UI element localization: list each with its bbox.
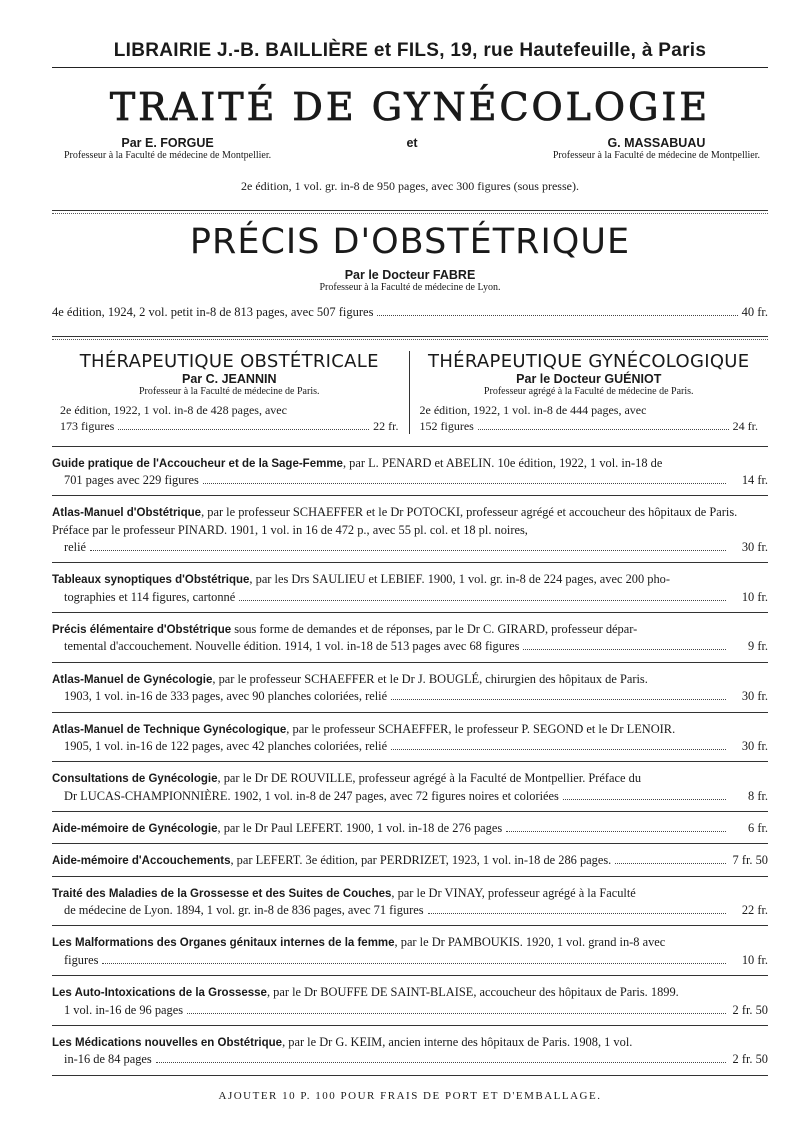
section-divider [52, 210, 768, 211]
edition-text: 2e édition, 1922, 1 vol. in-8 de 428 pages, avec [60, 403, 287, 417]
price: 6 fr. [748, 820, 768, 835]
author-name: Par E. FORGUE [121, 136, 214, 150]
book-entry [52, 877, 768, 927]
entry-title: Consultations de Gynécologie [52, 773, 218, 786]
dot-leader [239, 600, 726, 601]
left-column [52, 351, 410, 434]
entry-description: de médecine de Lyon. 1894, 1 vol. gr. in-8 de 836 pages, avec 71 figures [64, 903, 424, 918]
entry-last-line [52, 852, 768, 869]
book-entry [52, 926, 768, 976]
book-entry [52, 844, 768, 876]
edition-last-line [60, 419, 399, 434]
dot-leader [391, 699, 726, 700]
book-entry [52, 1026, 768, 1076]
entry-description: 701 pages avec 229 figures [64, 472, 199, 487]
entry-last-line [52, 539, 768, 556]
book-entry [52, 613, 768, 663]
price: 30 fr. [741, 738, 768, 753]
entry-body [52, 934, 768, 951]
dot-leader [523, 649, 726, 650]
author-name: Par C. JEANNIN [182, 372, 277, 386]
price: 10 fr. [741, 589, 768, 604]
entry-description: , par le professeur SCHAEFFER et le Dr J. BOUGLÉ, chirurgien des hôpitaux de Paris. [212, 671, 648, 686]
edition-text: 2e édition, 1922, 1 vol. in-8 de 444 pages, avec [419, 403, 647, 417]
entry-body [52, 984, 768, 1001]
entry-last-line [52, 688, 768, 705]
publisher-header: LIBRAIRIE J.-B. BAILLIÈRE et FILS, 19, rue Hautefeuille, à Paris [113, 40, 707, 61]
edition-text: 152 figures [419, 418, 474, 433]
column-title: THÉRAPEUTIQUE OBSTÉTRICALE [79, 351, 379, 372]
price: 2 fr. 50 [732, 1052, 768, 1067]
author-name: G. MASSABUAU [607, 136, 706, 150]
entry-description: , par le professeur SCHAEFFER et le Dr POTOCKI, professeur agrégé et accoucheur des hôpitaux de Paris. Préface par le professeur PINARD. 1901, 1 vol. in 16 de 472 p., avec 55 pl. col. et 18 pl. noires, [52, 505, 738, 537]
entry-title: Aide-mémoire d'Accouchements [52, 855, 231, 868]
entry-title: Aide-mémoire de Gynécologie [52, 822, 218, 835]
entry-description: 1903, 1 vol. in-16 de 333 pages, avec 90 planches coloriées, relié [64, 689, 388, 704]
entry-body [52, 621, 768, 638]
book-entry [52, 713, 768, 763]
entry-body [52, 885, 768, 902]
entry-body [52, 571, 768, 588]
price: 2 fr. 50 [732, 1002, 768, 1017]
dot-leader [478, 429, 729, 430]
right-column [410, 351, 769, 434]
dot-leader [118, 429, 369, 430]
price: 22 fr. [373, 418, 399, 433]
shipping-note: AJOUTER 10 P. 100 POUR FRAIS DE PORT ET D'EMBALLAGE. [218, 1089, 602, 1102]
header-rule [52, 67, 768, 68]
traite-authors [52, 136, 768, 161]
dot-leader [506, 831, 726, 832]
entry-title: Les Médications nouvelles en Obstétrique [52, 1036, 283, 1049]
author-affiliation: Professeur à la Faculté de médecine de Montpellier. [552, 150, 760, 161]
dot-leader [391, 749, 726, 750]
author-affiliation: Professeur à la Faculté de médecine de Paris. [139, 386, 320, 397]
dot-leader [428, 913, 726, 914]
entry-description: 1905, 1 vol. in-16 de 122 pages, avec 42 planches coloriées, relié [64, 738, 388, 753]
entry-description: , par le Dr BOUFFE DE SAINT-BLAISE, accoucheur des hôpitaux de Paris. 1899. [266, 985, 679, 1000]
dot-leader [90, 550, 726, 551]
book-entry [52, 496, 768, 563]
book-entry [52, 447, 768, 497]
entry-title: Précis élémentaire d'Obstétrique [52, 624, 232, 637]
entry-last-line [52, 952, 768, 969]
entry-description: , par le Dr Paul LEFERT. 1900, 1 vol. in-18 de 276 pages [217, 820, 503, 835]
dot-leader [102, 963, 726, 964]
precis-title: PRÉCIS D'OBSTÉTRIQUE [189, 222, 631, 262]
price: 7 fr. 50 [732, 853, 768, 868]
entry-body [52, 671, 768, 688]
dot-leader [615, 863, 726, 864]
price: 30 fr. [741, 540, 768, 555]
price: 10 fr. [741, 952, 768, 967]
book-entry [52, 762, 768, 812]
precis-edition-line [52, 305, 768, 320]
author-affiliation: Professeur agrégé à la Faculté de médecine de Paris. [483, 386, 694, 397]
precis-author-block [52, 268, 768, 293]
column-title: THÉRAPEUTIQUE GYNÉCOLOGIQUE [428, 351, 750, 372]
entry-description: , par le professeur SCHAEFFER, le professeur P. SEGOND et le Dr LENOIR. [286, 721, 676, 736]
author-massabuau [553, 136, 760, 161]
entry-title: Atlas-Manuel de Gynécologie [52, 673, 213, 686]
book-entry [52, 563, 768, 613]
entry-description: relié [64, 540, 87, 555]
entry-description: , par L. PENARD et ABELIN. 10e édition, 1922, 1 vol. in-18 de [342, 455, 663, 470]
entry-title: Traité des Maladies de la Grossesse et des Suites de Couches [52, 887, 392, 900]
entry-description: tographies et 114 figures, cartonné [64, 589, 236, 604]
author-name: Par le Docteur FABRE [344, 268, 476, 282]
book-entry [52, 976, 768, 1026]
price: 9 fr. [748, 639, 768, 654]
edition-text: 173 figures [60, 418, 115, 433]
book-entry [52, 663, 768, 713]
entry-body [52, 504, 768, 539]
traite-title: TRAITÉ DE GYNÉCOLOGIE [109, 85, 711, 129]
entry-last-line [52, 788, 768, 805]
entry-description: , par le Dr PAMBOUKIS. 1920, 1 vol. grand in-8 avec [394, 935, 666, 950]
entry-description: , par LEFERT. 3e édition, par PERDRIZET, 1923, 1 vol. in-18 de 286 pages. [230, 853, 612, 868]
entry-description: sous forme de demandes et de réponses, par le Dr C. GIRARD, professeur dépar- [231, 622, 638, 637]
author-affiliation: Professeur à la Faculté de médecine de Lyon. [319, 282, 501, 293]
entry-body [52, 455, 768, 472]
entry-description: , par le Dr G. KEIM, ancien interne des hôpitaux de Paris. 1908, 1 vol. [282, 1034, 633, 1049]
traite-edition: 2e édition, 1 vol. gr. in-8 de 950 pages, avec 300 figures (sous presse). [241, 179, 579, 193]
price: 14 fr. [741, 472, 768, 487]
entry-description: temental d'accouchement. Nouvelle édition. 1914, 1 vol. in-18 de 513 pages avec 68 figures [64, 639, 520, 654]
entry-title: Les Auto-Intoxications de la Grossesse [52, 987, 267, 1000]
entry-last-line [52, 589, 768, 606]
dot-leader [377, 315, 737, 316]
price: 22 fr. [741, 903, 768, 918]
entry-title: Guide pratique de l'Accoucheur et de la Sage-Femme [52, 457, 343, 470]
entry-description: , par le Dr VINAY, professeur agrégé à la Faculté [391, 885, 636, 900]
entry-title: Les Malformations des Organes génitaux internes de la femme [52, 937, 395, 950]
entry-description: , par les Drs SAULIEU et LEBIEF. 1900, 1 vol. gr. in-8 de 224 pages, avec 200 pho- [249, 572, 670, 587]
entry-description: in-16 de 84 pages [64, 1052, 152, 1067]
author-affiliation: Professeur à la Faculté de médecine de Montpellier. [64, 150, 272, 161]
entry-description: figures [64, 952, 99, 967]
price: 30 fr. [741, 689, 768, 704]
entry-description: 1 vol. in-16 de 96 pages [64, 1002, 184, 1017]
author-forgue [64, 136, 271, 161]
price: 24 fr. [732, 418, 758, 433]
entry-title: Atlas-Manuel de Technique Gynécologique [52, 723, 287, 736]
entry-last-line [52, 1002, 768, 1019]
dot-leader [203, 483, 726, 484]
entry-title: Tableaux synoptiques d'Obstétrique [52, 574, 250, 587]
entry-last-line [52, 1051, 768, 1068]
author-conjunction: et [406, 136, 418, 150]
edition-text: 4e édition, 1924, 2 vol. petit in-8 de 813 pages, avec 507 figures [52, 305, 374, 319]
book-entry [52, 812, 768, 844]
dot-leader [187, 1013, 726, 1014]
entry-last-line [52, 738, 768, 755]
dot-leader [156, 1062, 726, 1063]
entry-last-line [52, 820, 768, 837]
edition-last-line [420, 419, 759, 434]
entry-description: Dr LUCAS-CHAMPIONNIÈRE. 1902, 1 vol. in-8 de 247 pages, avec 72 figures noires et coloriées [64, 788, 559, 803]
price: 40 fr. [741, 305, 768, 319]
entry-body [52, 770, 768, 787]
price: 8 fr. [748, 788, 768, 803]
author-name: Par le Docteur GUÉNIOT [516, 372, 662, 386]
entry-last-line [52, 902, 768, 919]
dot-leader [563, 799, 726, 800]
section-divider [52, 336, 768, 337]
entry-description: , par le Dr DE ROUVILLE, professeur agrégé à la Faculté de Montpellier. Préface du [217, 771, 642, 786]
entry-body [52, 721, 768, 738]
book-entries-list [52, 446, 768, 1076]
entry-last-line [52, 472, 768, 489]
entry-title: Atlas-Manuel d'Obstétrique [52, 507, 202, 520]
entry-last-line [52, 638, 768, 655]
therapeutique-columns [52, 351, 768, 434]
entry-body [52, 1034, 768, 1051]
